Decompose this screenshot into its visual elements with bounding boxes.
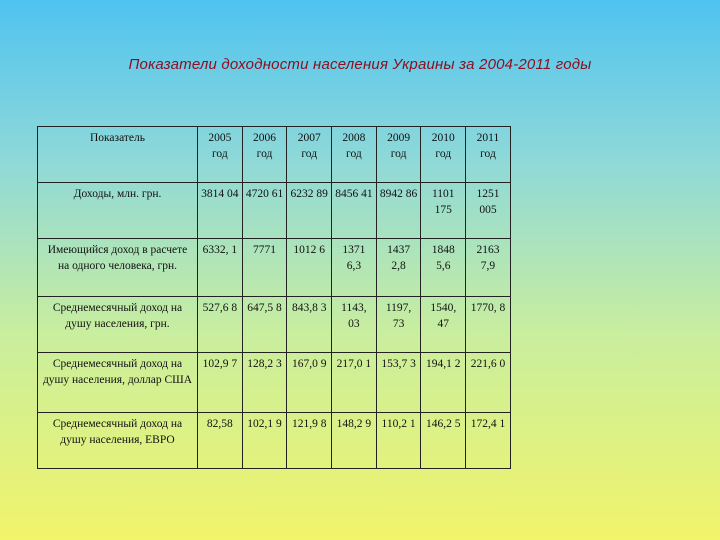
table-cell: 148,2 9 (332, 413, 377, 469)
table-cell: 146,2 5 (421, 413, 466, 469)
table-cell: 110,2 1 (376, 413, 421, 469)
header-cell: 2006 год (242, 127, 287, 183)
table-row (38, 239, 511, 297)
table-cell: 194,1 2 (421, 353, 466, 413)
table-cell: 7771 (242, 239, 287, 297)
table-cell: 1197, 73 (376, 297, 421, 353)
row-label-cell: Среднемесячный доход на душу населения, ЕВРО (38, 413, 198, 469)
table-header-row (38, 127, 511, 183)
table-cell: 217,0 1 (332, 353, 377, 413)
table-cell: 1437 2,8 (376, 239, 421, 297)
table-cell: 843,8 3 (287, 297, 332, 353)
header-cell: 2005 год (198, 127, 243, 183)
table-cell: 1251 005 (466, 183, 511, 239)
row-label-cell: Среднемесячный доход на душу населения, доллар США (38, 353, 198, 413)
header-cell: 2009 год (376, 127, 421, 183)
table-cell: 153,7 3 (376, 353, 421, 413)
table-cell: 647,5 8 (242, 297, 287, 353)
table-cell: 8942 86 (376, 183, 421, 239)
header-cell: 2011 год (466, 127, 511, 183)
table-cell: 4720 61 (242, 183, 287, 239)
header-cell: Показатель (38, 127, 198, 183)
table-cell: 121,9 8 (287, 413, 332, 469)
table-cell: 221,6 0 (466, 353, 511, 413)
income-table (37, 126, 511, 469)
table-cell: 102,1 9 (242, 413, 287, 469)
table-cell: 1143, 03 (332, 297, 377, 353)
table-cell: 167,0 9 (287, 353, 332, 413)
table-cell: 1371 6,3 (332, 239, 377, 297)
row-label-cell: Доходы, млн. грн. (38, 183, 198, 239)
row-label-cell: Имеющийся доход в расчете на одного человека, грн. (38, 239, 198, 297)
table-cell: 82,58 (198, 413, 243, 469)
table-cell: 527,6 8 (198, 297, 243, 353)
table-cell: 3814 04 (198, 183, 243, 239)
header-cell: 2010 год (421, 127, 466, 183)
table-cell: 1770, 8 (466, 297, 511, 353)
table-row (38, 353, 511, 413)
table-cell: 2163 7,9 (466, 239, 511, 297)
table-cell: 1540, 47 (421, 297, 466, 353)
table-cell: 6332, 1 (198, 239, 243, 297)
table-row (38, 183, 511, 239)
table-cell: 6232 89 (287, 183, 332, 239)
header-cell: 2007 год (287, 127, 332, 183)
table-row (38, 413, 511, 469)
table-cell: 8456 41 (332, 183, 377, 239)
table-cell: 102,9 7 (198, 353, 243, 413)
table-cell: 1848 5,6 (421, 239, 466, 297)
slide-title: Показатели доходности населения Украины за 2004-2011 годы (128, 56, 592, 73)
table-cell: 1012 6 (287, 239, 332, 297)
header-cell: 2008 год (332, 127, 377, 183)
row-label-cell: Среднемесячный доход на душу населения, грн. (38, 297, 198, 353)
table-cell: 1101 175 (421, 183, 466, 239)
table-row (38, 297, 511, 353)
table-cell: 128,2 3 (242, 353, 287, 413)
table-cell: 172,4 1 (466, 413, 511, 469)
